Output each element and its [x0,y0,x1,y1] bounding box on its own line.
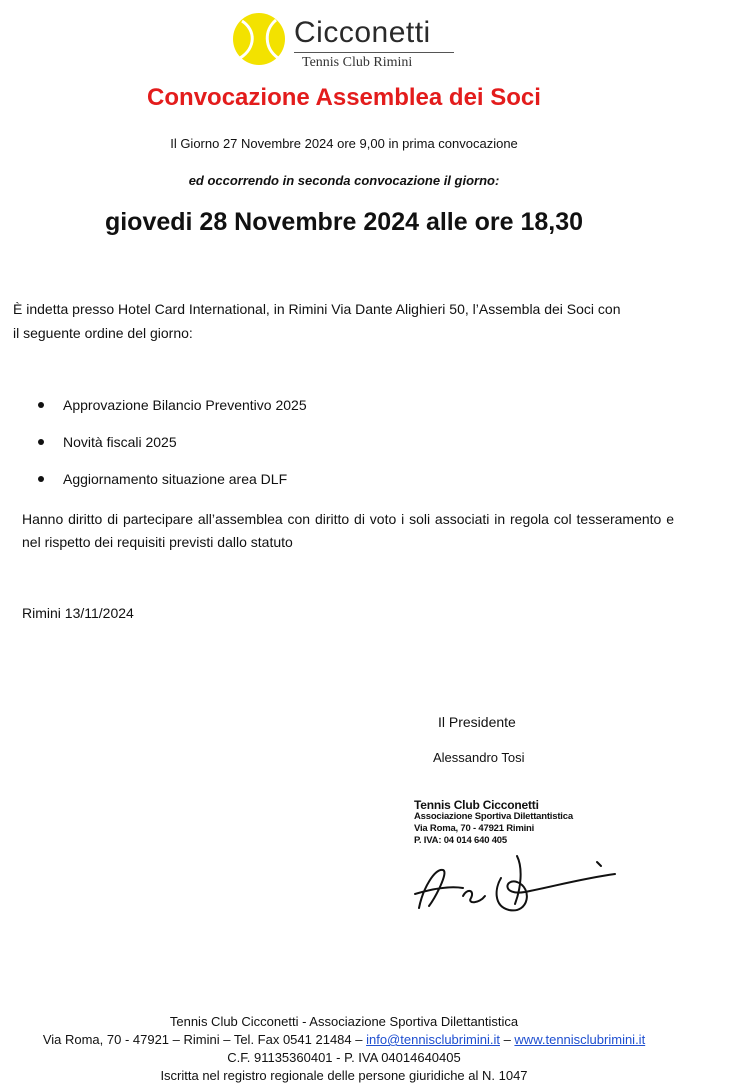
website-link[interactable]: www.tennisclubrimini.it [514,1032,646,1047]
club-logo [232,12,462,68]
agenda-list [38,395,307,506]
bullet-icon [38,439,44,445]
second-call-text: ed occorrendo in seconda convocazione il giorno: [188,173,500,188]
footer-contacts [0,1031,688,1049]
agenda-item [38,469,307,506]
agenda-item [38,432,307,469]
stamp-line: Associazione Sportiva Dilettantistica [414,811,573,822]
club-stamp [414,799,573,847]
notice-title: Convocazione Assemblea dei Soci [147,84,541,111]
footer-line: Iscritta nel registro regionale delle persone giuridiche al N. 1047 [160,1068,528,1083]
intro-paragraph [13,297,713,345]
intro-line: il seguente ordine del giorno: [13,325,193,341]
agenda-item-label: Aggiornamento situazione area DLF [63,471,288,487]
bullet-icon [38,476,44,482]
place-date: Rimini 13/11/2024 [22,605,134,621]
agenda-item [38,395,307,432]
tennis-ball-icon [232,12,286,66]
signatory-name: Alessandro Tosi [433,750,525,765]
footer-separator: – [499,1032,515,1047]
meeting-date-time: giovedi 28 Novembre 2024 alle ore 18,30 [104,208,584,236]
stamp-line: Tennis Club Cicconetti [414,798,539,812]
logo-divider [294,52,454,53]
stamp-line: Via Roma, 70 - 47921 Rimini [414,823,535,834]
bullet-icon [38,402,44,408]
signatory-role: Il Presidente [438,714,516,730]
email-link[interactable]: info@tennisclubrimini.it [366,1032,500,1047]
footer-line: Tennis Club Cicconetti - Associazione Sportiva Dilettantistica [169,1014,519,1029]
agenda-item-label: Novità fiscali 2025 [63,434,177,450]
footer-line: C.F. 91135360401 - P. IVA 04014640405 [227,1050,461,1065]
footer-address: Via Roma, 70 - 47921 – Rimini – Tel. Fax 0541 21484 – [42,1032,367,1047]
logo-title: Cicconetti [294,16,431,49]
logo-subtitle: Tennis Club Rimini [302,55,413,70]
handwritten-signature [405,848,625,920]
first-call-text: Il Giorno 27 Novembre 2024 ore 9,00 in prima convocazione [170,136,518,151]
voting-rights-paragraph: Hanno diritto di partecipare all’assemblea con diritto di voto i soli associati in regola col tesseramento e nel rispetto dei requisiti previsti dallo statuto [22,511,674,550]
stamp-line: P. IVA: 04 014 640 405 [414,835,507,846]
intro-line: È indetta presso Hotel Card International, in Rimini Via Dante Alighieri 50, l’Assembla dei Soci con [13,301,621,317]
agenda-item-label: Approvazione Bilancio Preventivo 2025 [63,397,307,413]
footer [0,1013,688,1085]
